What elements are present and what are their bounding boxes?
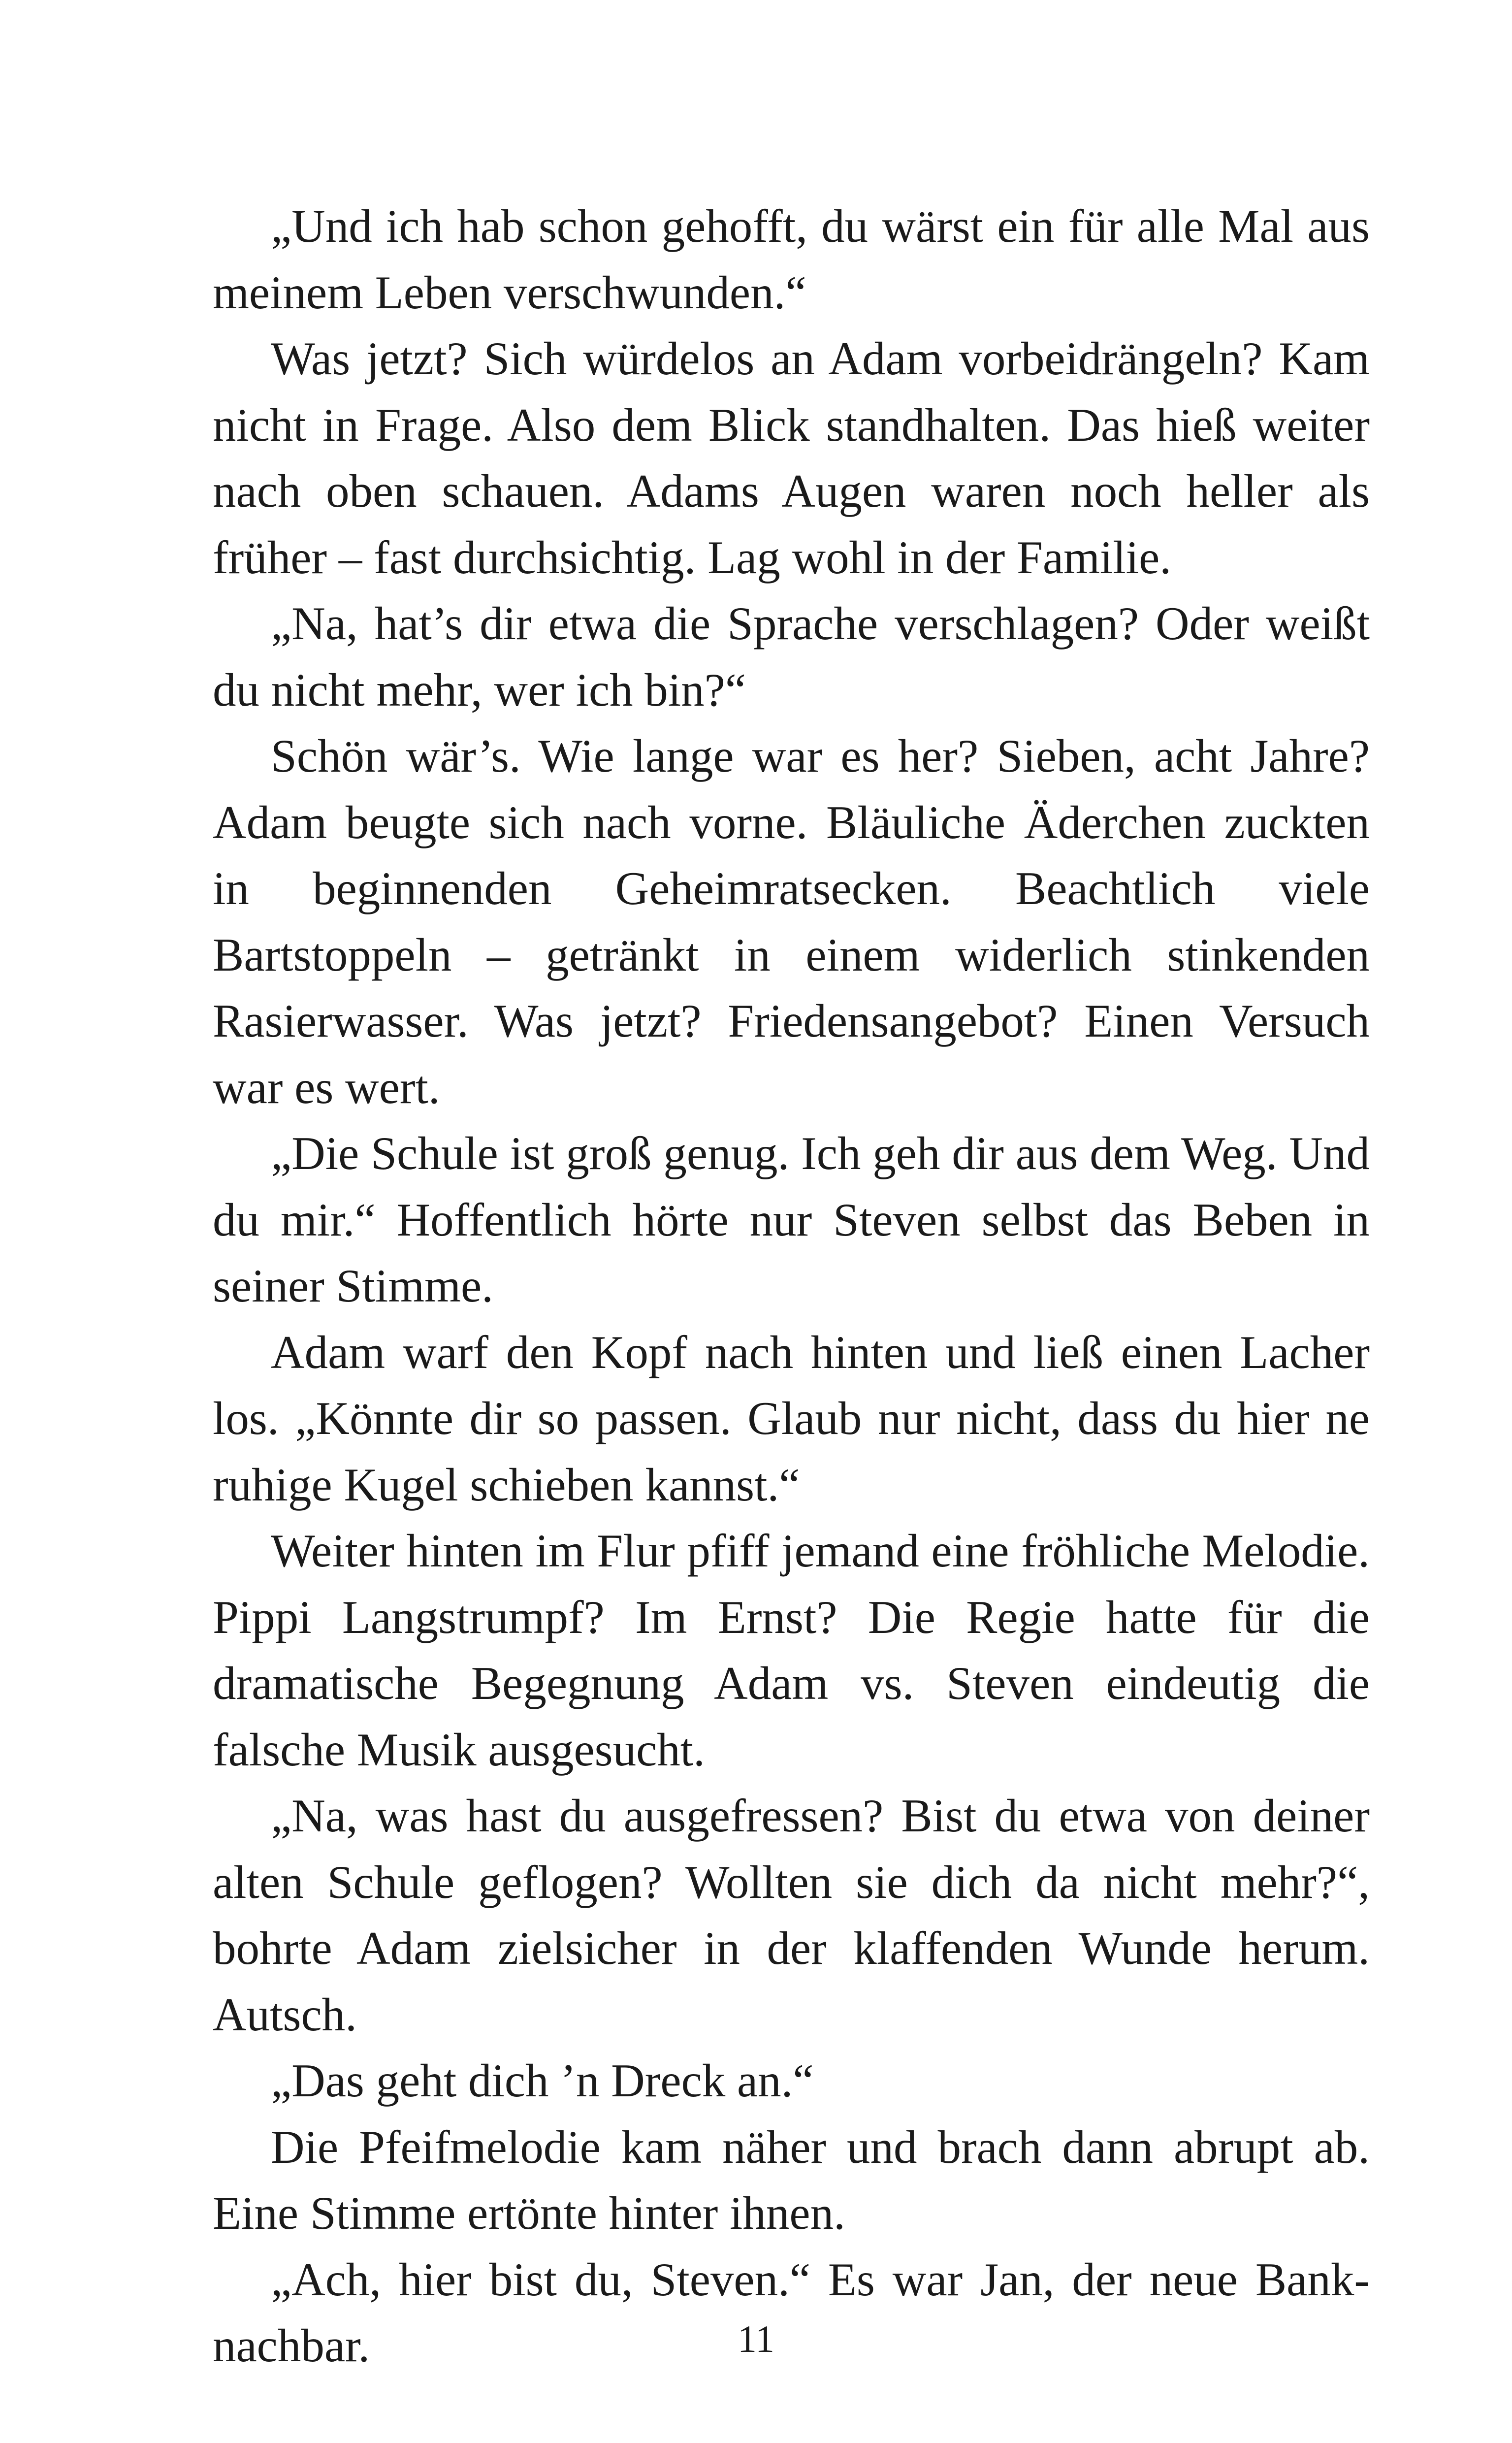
paragraph-3: „Na, hat’s dir etwa die Sprache verschlagen? Oder weißt du nicht mehr, wer ich bin?“: [213, 597, 1370, 716]
paragraph-7: Weiter hinten im Flur pfiff jemand eine fröhliche Melodie. Pippi Langstrumpf? Im Ernst? Die Regie hatte für die dramatische Begegnung Adam vs. Steven eindeutig die falsche Musik ausgesucht.: [213, 1525, 1370, 1776]
paragraph-11: „Ach, hier bist du, Steven.“ Es war Jan, der neue Banknachbar.: [213, 2253, 1370, 2372]
paragraph-8: „Na, was hast du ausgefressen? Bist du etwa von deiner alten Schule geflogen? Wollten sie dich da nicht mehr?“, bohrte Adam zielsicher in der klaffenden Wunde herum. Autsch.: [213, 1790, 1370, 2041]
paragraph-5: „Die Schule ist groß genug. Ich geh dir aus dem Weg. Und du mir.“ Hoffentlich hörte nur Steven selbst das Beben in seiner Stimme.: [213, 1127, 1370, 1312]
paragraph-4: Schön wär’s. Wie lange war es her? Sieben, acht Jahre? Adam beugte sich nach vorne. Bläuliche Äderchen zuckten in beginnenden Geheimratsecken. Beachtlich viele Bartstoppeln – getränkt in einem widerlich stinkenden Rasierwasser. Was jetzt? Friedensangebot? Einen Versuch war es wert.: [213, 730, 1370, 1113]
paragraph-2: Was jetzt? Sich würdelos an Adam vorbeidrängeln? Kam nicht in Frage. Also dem Blick standhalten. Das hieß weiter nach oben schauen. Adams Augen waren noch heller als früher – fast durchsichtig. Lag wohl in der Familie.: [213, 332, 1370, 584]
paragraph-9: „Das geht dich ’n Dreck an.“: [271, 2054, 814, 2107]
paragraph-10: Die Pfeifmelodie kam näher und brach dann abrupt ab. Eine Stimme ertönte hinter ihnen.: [213, 2120, 1370, 2239]
page-number: 11: [737, 2317, 775, 2360]
body-text: [213, 193, 1370, 2379]
paragraph-6: Adam warf den Kopf nach hinten und ließ einen Lacher los. „Könnte dir so passen. Glaub nur nicht, dass du hier ne ruhige Kugel schieben kannst.“: [213, 1326, 1370, 1511]
paragraph-1: „Und ich hab schon gehofft, du wärst ein für alle Mal aus meinem Leben verschwunden.“: [213, 200, 1370, 319]
